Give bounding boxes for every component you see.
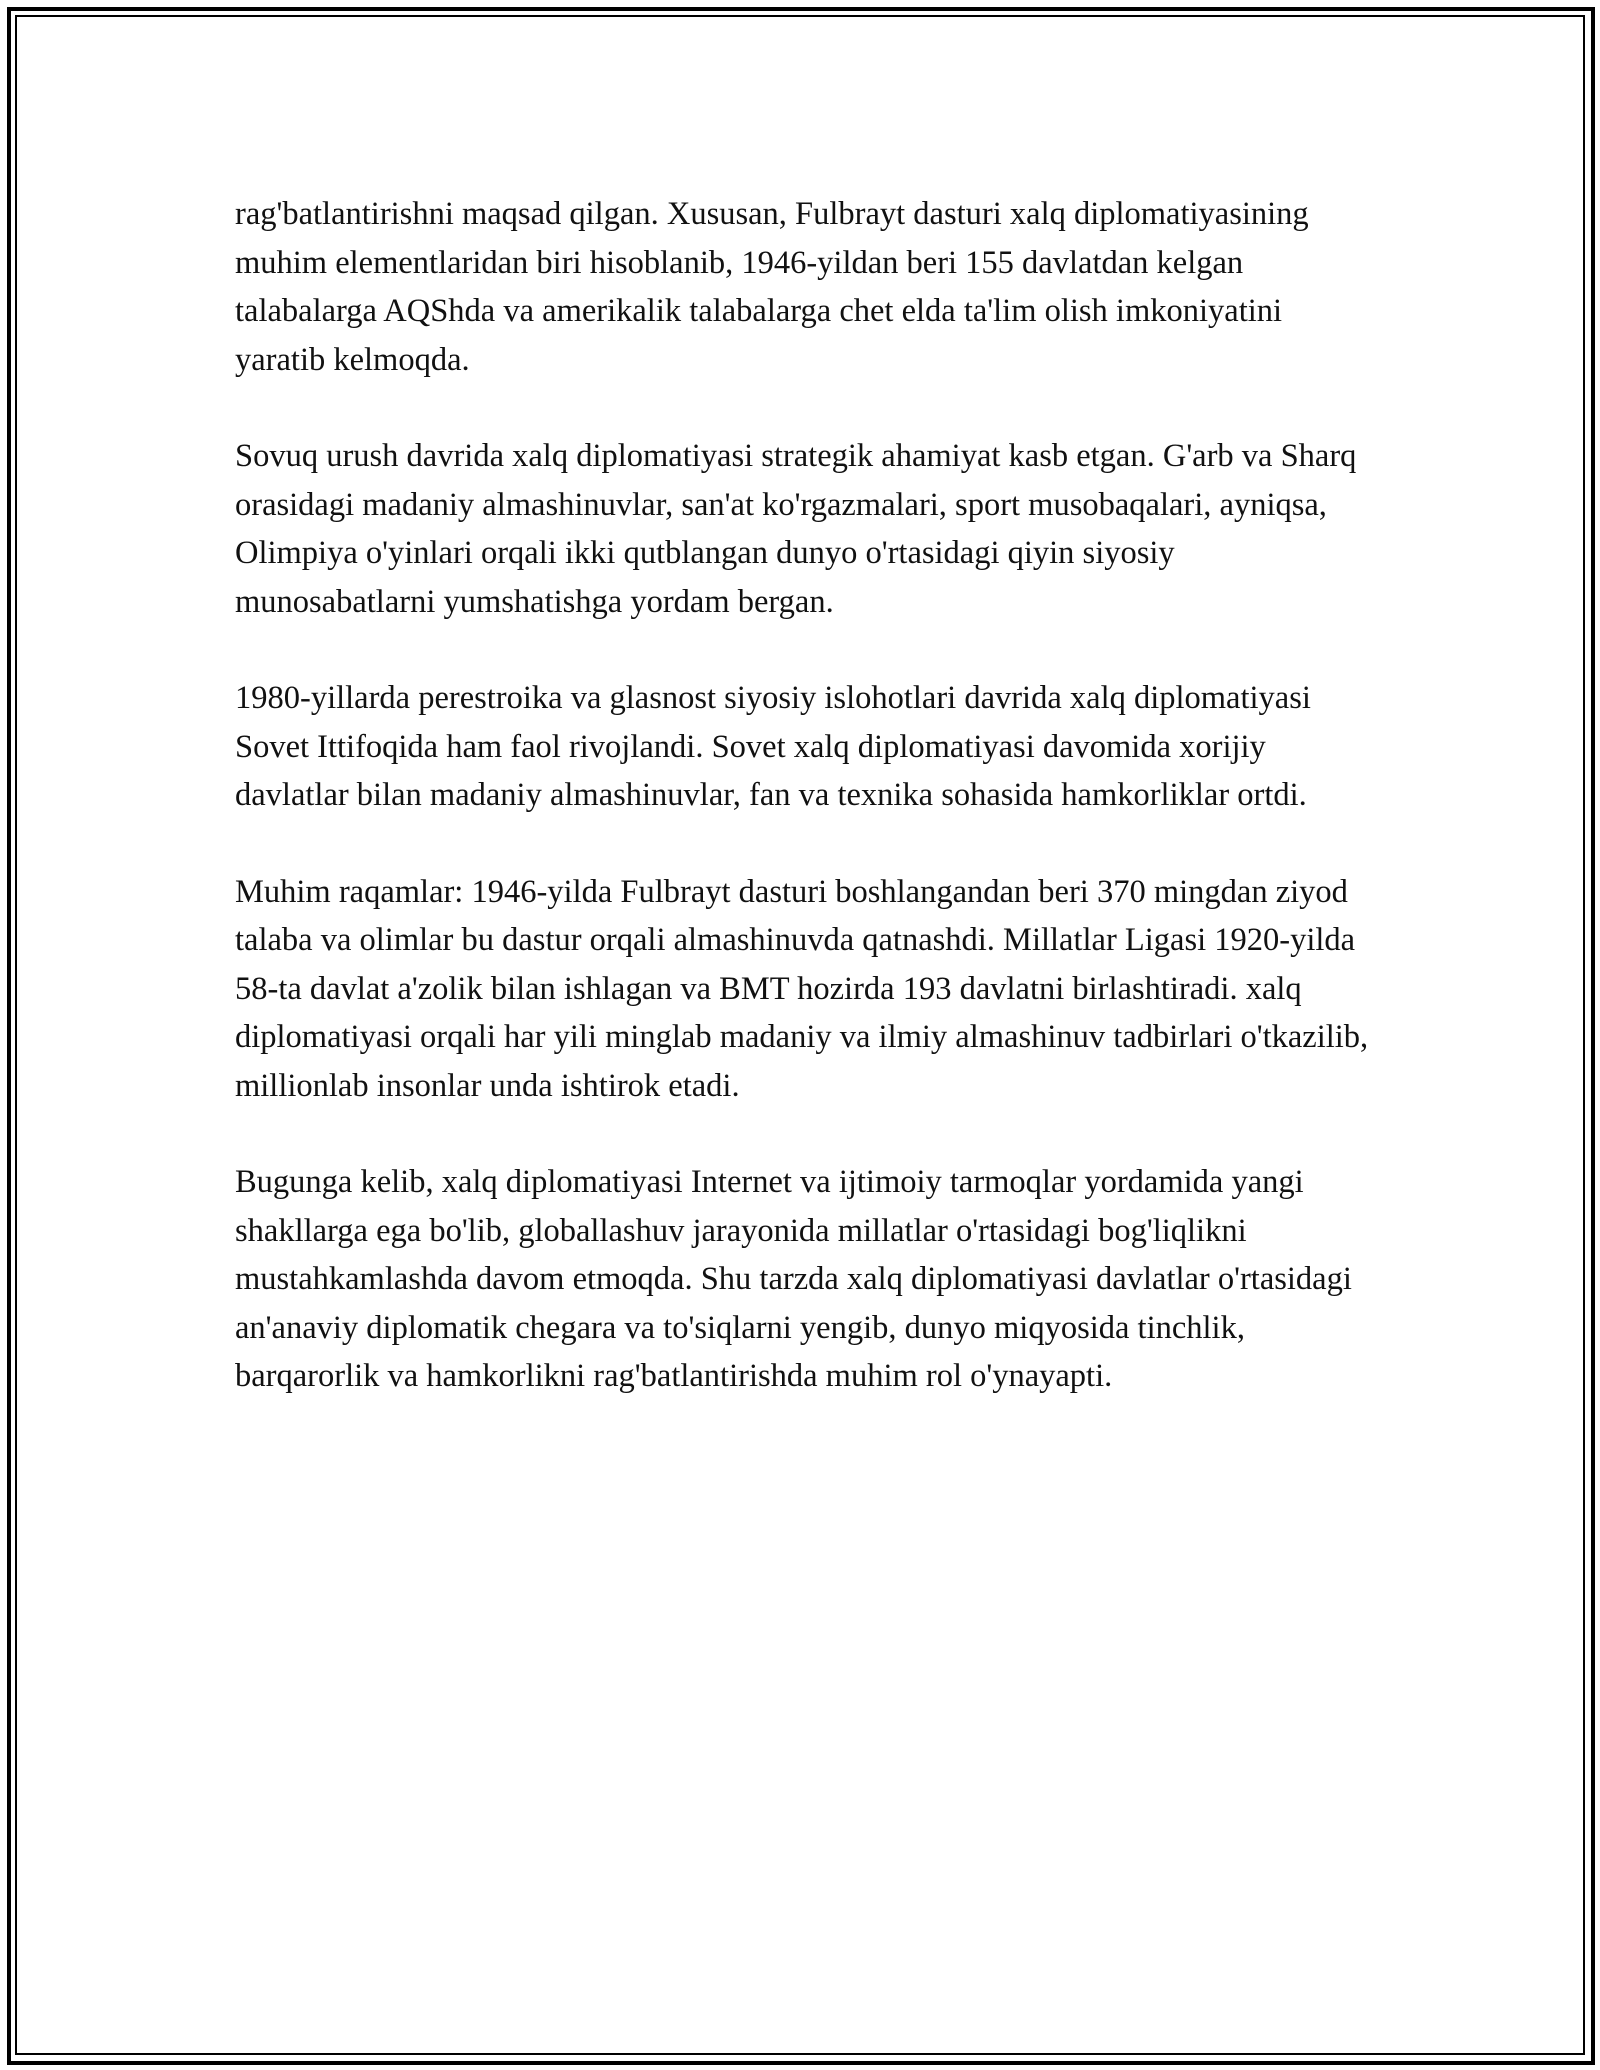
paragraph-cold-war: Sovuq urush davrida xalq diplomatiyasi strategik ahamiyat kasb etgan. G'arb va Sharq orasidagi madaniy almashinuvlar, san'at ko'rgazmalari, sport musobaqalari, ayniqsa, Olimpiya o'yinlari orqali ikki qutblangan dunyo o'rtasidagi qiyin siyosiy munosabatlarni yumshatishga yordam bergan. [235, 438, 1357, 620]
paragraph-key-figures: Muhim raqamlar: 1946-yilda Fulbrayt dasturi boshlangandan beri 370 mingdan ziyod talaba va olimlar bu dastur orqali almashinuvda qatnashdi. Millatlar Ligasi 1920-yilda 58-ta davlat a'zolik bilan ishlagan va BMT hozirda 193 davlatni birlashtiradi. xalq diplomatiyasi orqali har yili minglab madaniy va ilmiy almashinuv tadbirlari o'tkazilib, millionlab insonlar unda ishtirok etadi. [235, 873, 1369, 1104]
paragraph-today: Bugunga kelib, xalq diplomatiyasi Internet va ijtimoiy tarmoqlar yordamida yangi shakllarga ega bo'lib, globallashuv jarayonida millatlar o'rtasidagi bog'liqlikni mustahkamlashda davom etmoqda. Shu tarzda xalq diplomatiyasi davlatlar o'rtasidagi an'anaviy diplomatik chegara va to'siqlarni yengib, dunyo miqyosida tinchlik, barqarorlik va hamkorlikni rag'batlantirishda muhim rol o'ynayapti. [235, 1164, 1352, 1394]
paragraph-perestroika: 1980-yillarda perestroika va glasnost siyosiy islohotlari davrida xalq diplomatiyasi Sovet Ittifoqida ham faol rivojlandi. Sovet xalq diplomatiyasi davomida xorijiy davlatlar bilan madaniy almashinuvlar, fan va texnika sohasida hamkorliklar ortdi. [235, 680, 1311, 813]
document-body [235, 190, 1380, 1449]
paragraph-fulbright-intro: rag'batlantirishni maqsad qilgan. Xususan, Fulbrayt dasturi xalq diplomatiyasining muhim elementlaridan biri hisoblanib, 1946-yildan beri 155 davlatdan kelgan talabalarga AQShda va amerikalik talabalarga chet elda ta'lim olish imkoniyatini yaratib kelmoqda. [235, 196, 1309, 378]
